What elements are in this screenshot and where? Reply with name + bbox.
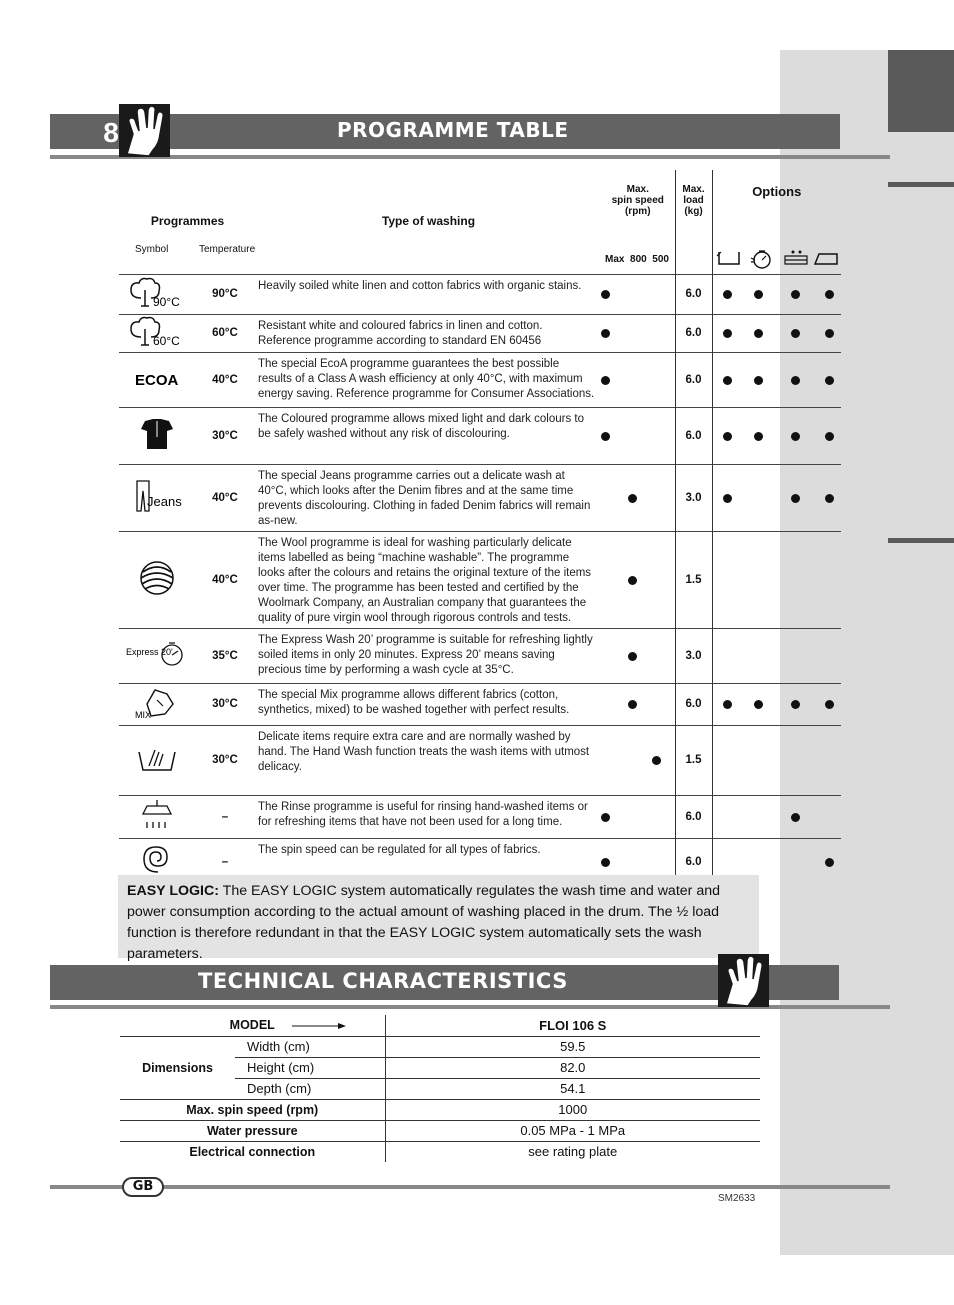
- svg-text:MIX: MIX: [134, 709, 151, 720]
- programme-temperature: 40°C: [194, 531, 256, 628]
- spin-speed-cell: [601, 274, 675, 314]
- option-dot: [825, 376, 834, 385]
- hand-icon: [119, 104, 170, 157]
- wool-icon: [119, 531, 194, 628]
- options-cell: [712, 274, 841, 314]
- programme-description: The Coloured programme allows mixed light and dark colours to be safely washed without any risk of discolouring.: [256, 407, 601, 464]
- max-load-header: Max. load (kg): [675, 170, 712, 274]
- spin-speed-cell: [601, 407, 675, 464]
- spin-dot: [628, 576, 637, 585]
- programme-row: [119, 407, 841, 464]
- spin-dot: [601, 432, 610, 441]
- spin-speed-label: Max. spin speed (rpm): [186, 1102, 319, 1117]
- technical-title: TECHNICAL CHARACTERISTICS: [198, 969, 568, 993]
- express-20-icon: [119, 628, 194, 683]
- max-load-value: 3.0: [675, 628, 712, 683]
- programme-temperature: –: [194, 795, 256, 838]
- programme-table: [119, 170, 841, 875]
- model-label-cell: [120, 1015, 385, 1036]
- option-dot: [723, 290, 732, 299]
- options-cell: [712, 683, 841, 725]
- type-of-washing-header: Type of washing: [381, 214, 476, 228]
- options-icons: [715, 248, 840, 270]
- option-dot: [754, 432, 763, 441]
- option-dot: [825, 329, 834, 338]
- options-cell: [712, 628, 841, 683]
- spin-speed-cell: [601, 314, 675, 352]
- easy-logic-text: The EASY LOGIC system automatically regulates the wash time and water and power consumption according to the actual amount of washing placed in the drum. The ½ load function is therefore redundant in that the EASY LOGIC system automatically sets the wash parameters.: [127, 883, 720, 962]
- side-divider: [888, 182, 954, 187]
- programme-temperature: –: [194, 838, 256, 886]
- option-dot: [754, 700, 763, 709]
- max-load-value: 1.5: [675, 531, 712, 628]
- option-dot: [825, 700, 834, 709]
- coloured-shirt-icon: [119, 407, 194, 464]
- programme-temperature: 30°C: [194, 683, 256, 725]
- side-divider: [888, 538, 954, 543]
- options-cell: [712, 725, 841, 795]
- easy-logic-label: EASY LOGIC:: [127, 883, 219, 899]
- spin-speed-cell: [601, 628, 675, 683]
- programme-temperature: 40°C: [194, 464, 256, 531]
- programme-temperature: 90°C: [194, 274, 256, 314]
- symbol-header: Symbol: [135, 244, 169, 255]
- width-value: 59.5: [385, 1036, 760, 1057]
- hand-icon: [718, 954, 769, 1007]
- programme-row: [119, 628, 841, 683]
- programme-row: [119, 314, 841, 352]
- max-load-value: 6.0: [675, 683, 712, 725]
- option-dot: [791, 813, 800, 822]
- spin-speed-value: 1000: [385, 1099, 760, 1120]
- programme-row: [119, 531, 841, 628]
- spin-speed-cell: [601, 683, 675, 725]
- side-tab: [888, 50, 954, 132]
- option-dot: [723, 432, 732, 441]
- programme-description: The spin speed can be regulated for all types of fabrics.: [256, 838, 601, 886]
- programme-row: [119, 352, 841, 407]
- programme-temperature: 35°C: [194, 628, 256, 683]
- depth-label: Depth (cm): [247, 1081, 312, 1096]
- options-header: Options: [712, 170, 841, 274]
- option-dot: [754, 290, 763, 299]
- spin-speed-cell: [601, 531, 675, 628]
- jeans-icon: [119, 464, 194, 531]
- max-load-value: 1.5: [675, 725, 712, 795]
- programme-row: [119, 464, 841, 531]
- document-code: SM2633: [718, 1193, 756, 1204]
- option-dot: [825, 858, 834, 867]
- spin-speed-cell: [601, 725, 675, 795]
- svg-text:Jeans: Jeans: [146, 494, 182, 509]
- spin-dot: [652, 756, 661, 765]
- electrical-value: see rating plate: [385, 1141, 760, 1162]
- programme-description: The Wool programme is ideal for washing particularly delicate items labelled as being “machine washable”. The programme looks after the colours and retains the original texture of the items over time. The programme has been tested and certified by the Woolmark Company, an Australian company that guarantees the quality of pure virgin wool through rigorous controls and tests.: [256, 531, 601, 628]
- programme-description: Resistant white and coloured fabrics in linen and cotton. Reference programme according to standard EN 60456: [256, 314, 601, 352]
- depth-value: 54.1: [385, 1078, 760, 1099]
- width-label: Width (cm): [247, 1039, 310, 1054]
- option-dot: [754, 329, 763, 338]
- mix-icon: [119, 683, 194, 725]
- height-label: Height (cm): [247, 1060, 315, 1075]
- option-dot: [791, 376, 800, 385]
- option-dot: [723, 494, 732, 503]
- programme-description: The Rinse programme is useful for rinsing hand-washed items or for refreshing items that have not been used for a long time.: [256, 795, 601, 838]
- hand-wash-icon: [119, 725, 194, 795]
- cotton-60-icon: [119, 314, 194, 352]
- arrow-right-icon: [292, 1021, 348, 1031]
- spin-dot: [601, 376, 610, 385]
- water-pressure-label: Water pressure: [206, 1123, 298, 1138]
- spin-dot: [601, 290, 610, 299]
- rinse-icon: [119, 795, 194, 838]
- options-cell: [712, 531, 841, 628]
- spin-dot: [628, 494, 637, 503]
- svg-text:90°C: 90°C: [152, 294, 180, 309]
- spin-speed-cell: [601, 795, 675, 838]
- cotton-90-icon: [119, 274, 194, 314]
- easy-logic-note: [118, 875, 759, 962]
- option-dot: [791, 329, 800, 338]
- programme-temperature: 30°C: [194, 725, 256, 795]
- footer-line: [50, 1185, 890, 1189]
- option-dot: [825, 494, 834, 503]
- option-dot: [723, 376, 732, 385]
- dimensions-label: Dimensions: [142, 1060, 213, 1075]
- programme-description: Delicate items require extra care and are normally washed by hand. The Hand Wash function treats the wash items with utmost delicacy.: [256, 725, 601, 795]
- options-cell: [712, 464, 841, 531]
- page-number: 8: [103, 117, 119, 148]
- programme-description: The special Mix programme allows different fabrics (cotton, synthetics, mixed) to be washed together with perfect results.: [256, 683, 601, 725]
- programme-row: [119, 274, 841, 314]
- programme-row: [119, 795, 841, 838]
- options-cell: [712, 407, 841, 464]
- programme-description: The special Jeans programme carries out a delicate wash at 40°C, which looks after the Denim fibres and at the same time prevents discolouring. Clothing in faded Denim fabrics will remain as-new.: [256, 464, 601, 531]
- option-dot: [791, 494, 800, 503]
- spin-dot: [628, 652, 637, 661]
- spin-speed-cell: [601, 464, 675, 531]
- electrical-label: Electrical connection: [189, 1144, 316, 1159]
- programme-temperature: 30°C: [194, 407, 256, 464]
- programme-description: The special EcoA programme guarantees the best possible results of a Class A wash efficiency at only 40°C, with maximum energy saving. Reference programme for Consumer Associations.: [256, 352, 601, 407]
- temperature-header: Temperature: [199, 244, 256, 255]
- technical-table: [120, 1015, 760, 1162]
- option-dot: [791, 700, 800, 709]
- option-dot: [723, 700, 732, 709]
- option-dot: [825, 432, 834, 441]
- max-load-value: 6.0: [675, 274, 712, 314]
- height-value: 82.0: [385, 1057, 760, 1078]
- max-load-value: 6.0: [675, 314, 712, 352]
- options-cell: [712, 352, 841, 407]
- language-badge: GB: [122, 1177, 164, 1197]
- svg-text:Express 20': Express 20': [125, 647, 173, 657]
- max-load-value: 6.0: [675, 407, 712, 464]
- option-dot: [791, 290, 800, 299]
- water-pressure-value: 0.05 MPa - 1 MPa: [385, 1120, 760, 1141]
- options-cell: [712, 795, 841, 838]
- model-label: MODEL: [229, 1018, 275, 1033]
- option-dot: [754, 376, 763, 385]
- max-load-value: 6.0: [675, 838, 712, 886]
- option-dot: [723, 329, 732, 338]
- option-dot: [791, 432, 800, 441]
- svg-text:ECOA: ECOA: [134, 372, 178, 389]
- programme-description: Heavily soiled white linen and cotton fabrics with organic stains.: [256, 274, 601, 314]
- spin-speed-header: Max. spin speed (rpm) Max 800 500: [605, 184, 669, 265]
- options-cell: [712, 314, 841, 352]
- spin-dot: [628, 700, 637, 709]
- max-load-value: 6.0: [675, 352, 712, 407]
- eco-a-icon: [119, 352, 194, 407]
- programme-row: [119, 725, 841, 795]
- option-dot: [825, 290, 834, 299]
- programme-temperature: 60°C: [194, 314, 256, 352]
- programme-description: The Express Wash 20’ programme is suitable for refreshing lightly soiled items in only 20 minutes. Express 20’ means saving precious time by performing a wash cycle at 35°C.: [256, 628, 601, 683]
- spin-columns: Max 800 500: [605, 254, 669, 265]
- spin-dot: [601, 858, 610, 867]
- svg-text:60°C: 60°C: [152, 333, 180, 348]
- spin-speed-cell: [601, 352, 675, 407]
- spin-dot: [601, 813, 610, 822]
- programme-row: [119, 683, 841, 725]
- programme-temperature: 40°C: [194, 352, 256, 407]
- section-underline: [50, 155, 890, 159]
- model-value: FLOI 106 S: [385, 1015, 760, 1036]
- programme-table-title: PROGRAMME TABLE: [337, 118, 569, 142]
- max-load-value: 6.0: [675, 795, 712, 838]
- max-load-value: 3.0: [675, 464, 712, 531]
- programmes-header: Programmes: [150, 214, 225, 228]
- spin-dot: [601, 329, 610, 338]
